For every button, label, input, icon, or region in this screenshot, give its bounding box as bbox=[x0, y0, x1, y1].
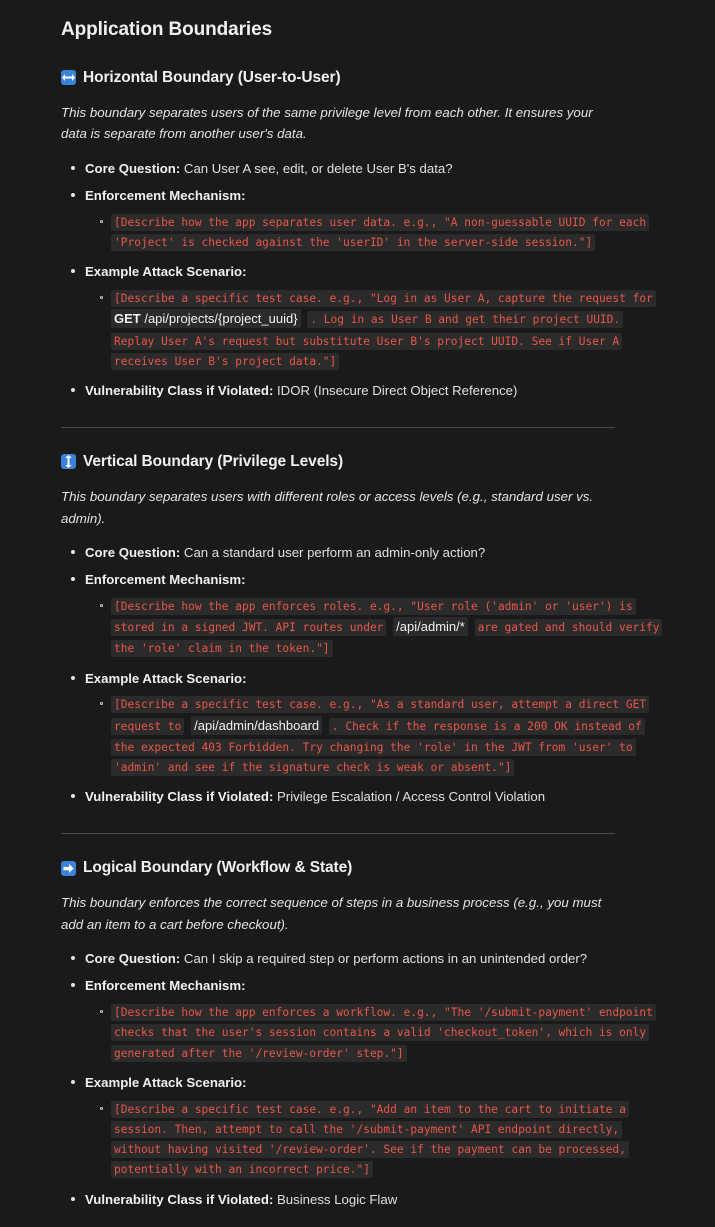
attack-label: Example Attack Scenario: bbox=[85, 1074, 247, 1090]
section-title-text: Vertical Boundary (Privilege Levels) bbox=[83, 452, 344, 470]
section-intro: This boundary enforces the correct sequence of steps in a business process (e.g., you must add an item to a cart before checkout). bbox=[61, 895, 602, 932]
vulnerability-label: Vulnerability Class if Violated: bbox=[85, 1191, 278, 1207]
enforcement-code-item bbox=[85, 1002, 660, 1063]
attack-code-item bbox=[85, 1099, 660, 1180]
code-text: [Describe how the app enforces roles. e.g., "User role ('admin' or 'user') is stored in a signed JWT. API routes under bbox=[111, 598, 636, 636]
attack-code-item bbox=[85, 288, 660, 371]
enforcement-sublist bbox=[85, 596, 660, 659]
core-question-label: Core Question: bbox=[85, 951, 184, 967]
attack-code bbox=[111, 698, 649, 774]
inline-endpoint: GET /api/projects/{project_uuid} bbox=[111, 309, 301, 328]
vulnerability-label: Vulnerability Class if Violated: bbox=[85, 789, 278, 805]
core-question-text: Can I skip a required step or perform actions in an unintended order? bbox=[183, 951, 588, 967]
section-title-text: Logical Boundary (Workflow & State) bbox=[83, 859, 353, 877]
core-question-label: Core Question: bbox=[85, 160, 184, 176]
core-question-item bbox=[61, 949, 660, 969]
attack-label: Example Attack Scenario: bbox=[85, 264, 247, 280]
section-intro: This boundary separates users with different roles or access levels (e.g., standard user vs. admin). bbox=[61, 488, 594, 526]
vulnerability-text: IDOR (Insecure Direct Object Reference) bbox=[277, 383, 518, 399]
code-text: [Describe a specific test case. e.g., "As a standard user, attempt a direct GET request to bbox=[111, 696, 649, 734]
section-intro: This boundary separates users of the same privilege level from each other. It ensures your data is separate from another user's data. bbox=[61, 104, 593, 142]
attack-code bbox=[111, 292, 656, 368]
enforcement-sublist bbox=[85, 1002, 660, 1063]
left-right-arrow-icon bbox=[61, 70, 76, 85]
boundary-section-2 bbox=[61, 452, 660, 807]
vulnerability-item bbox=[61, 1190, 660, 1210]
boundary-section-1 bbox=[61, 68, 660, 401]
enforcement-label: Enforcement Mechanism: bbox=[85, 978, 246, 994]
code-text: [Describe a specific test case. e.g., "Add an item to the cart to initiate a session. Then, attempt to call the '/submit-payment' API endpoint directly, without having visited '/review-order'. See if the payment can be processed, potentially with an incorrect price."] bbox=[111, 1101, 629, 1179]
boundary-sections bbox=[61, 68, 660, 1210]
section-title bbox=[61, 452, 660, 472]
right-arrow-icon bbox=[61, 861, 76, 876]
attack-sublist bbox=[85, 1099, 660, 1180]
section-bullets bbox=[61, 159, 660, 401]
section-divider bbox=[61, 833, 615, 834]
inline-endpoint: /api/admin/dashboard bbox=[191, 716, 322, 735]
attack-item bbox=[61, 669, 660, 778]
code-text: are gated and should verify the 'role' claim in the token."] bbox=[111, 619, 662, 657]
code-text: . Log in as User B and get their project UUID. Replay User A's request but substitute User B's project UUID. See if User A receives User B's project data."] bbox=[111, 311, 623, 370]
enforcement-sublist bbox=[85, 212, 660, 253]
core-question-label: Core Question: bbox=[85, 545, 184, 561]
vulnerability-text: Business Logic Flaw bbox=[277, 1191, 398, 1207]
code-text: [Describe how the app enforces a workflow. e.g., "The '/submit-payment' endpoint checks that the user's session contains a valid 'checkout_token', which is only generated after the '/review-order' step."] bbox=[111, 1004, 656, 1062]
attack-sublist bbox=[85, 288, 660, 371]
enforcement-item bbox=[61, 976, 660, 1063]
section-bullets bbox=[61, 949, 660, 1209]
enforcement-code bbox=[111, 214, 649, 251]
section-divider bbox=[61, 427, 615, 428]
enforcement-code bbox=[111, 600, 662, 656]
vulnerability-text: Privilege Escalation / Access Control Violation bbox=[277, 789, 546, 805]
attack-code-item bbox=[85, 694, 660, 777]
code-text: [Describe how the app separates user data. e.g., "A non-guessable UUID for each 'Project' is checked against the 'userID' in the server-side session."] bbox=[111, 214, 649, 251]
boundary-section-3 bbox=[61, 858, 660, 1209]
core-question-item bbox=[61, 543, 660, 563]
page-title: Application Boundaries bbox=[61, 19, 273, 40]
attack-sublist bbox=[85, 694, 660, 777]
section-title-text: Horizontal Boundary (User-to-User) bbox=[83, 68, 341, 86]
up-down-arrow-icon bbox=[61, 454, 76, 469]
core-question-text: Can User A see, edit, or delete User B's data? bbox=[183, 160, 453, 176]
enforcement-code bbox=[111, 1004, 656, 1062]
attack-item bbox=[61, 1073, 660, 1180]
enforcement-label: Enforcement Mechanism: bbox=[85, 571, 246, 587]
core-question-item bbox=[61, 159, 660, 179]
attack-code bbox=[111, 1101, 629, 1179]
code-text: . Check if the response is a 200 OK instead of the expected 403 Forbidden. Try changing the 'role' in the JWT from 'user' to 'admin' and see if the signature check is weak or absent."] bbox=[111, 718, 645, 777]
vulnerability-item bbox=[61, 787, 660, 807]
vulnerability-label: Vulnerability Class if Violated: bbox=[85, 383, 278, 399]
attack-item bbox=[61, 262, 660, 371]
enforcement-item bbox=[61, 570, 660, 659]
enforcement-item bbox=[61, 186, 660, 252]
enforcement-code-item bbox=[85, 596, 660, 659]
section-title bbox=[61, 858, 660, 878]
vulnerability-item bbox=[61, 381, 660, 401]
section-title bbox=[61, 68, 660, 88]
code-text: [Describe a specific test case. e.g., "Log in as User A, capture the request for bbox=[111, 290, 656, 307]
enforcement-code-item bbox=[85, 212, 660, 253]
section-bullets bbox=[61, 543, 660, 807]
attack-label: Example Attack Scenario: bbox=[85, 670, 247, 686]
inline-endpoint: /api/admin/* bbox=[393, 617, 468, 636]
enforcement-label: Enforcement Mechanism: bbox=[85, 187, 246, 203]
core-question-text: Can a standard user perform an admin-only action? bbox=[183, 545, 486, 561]
